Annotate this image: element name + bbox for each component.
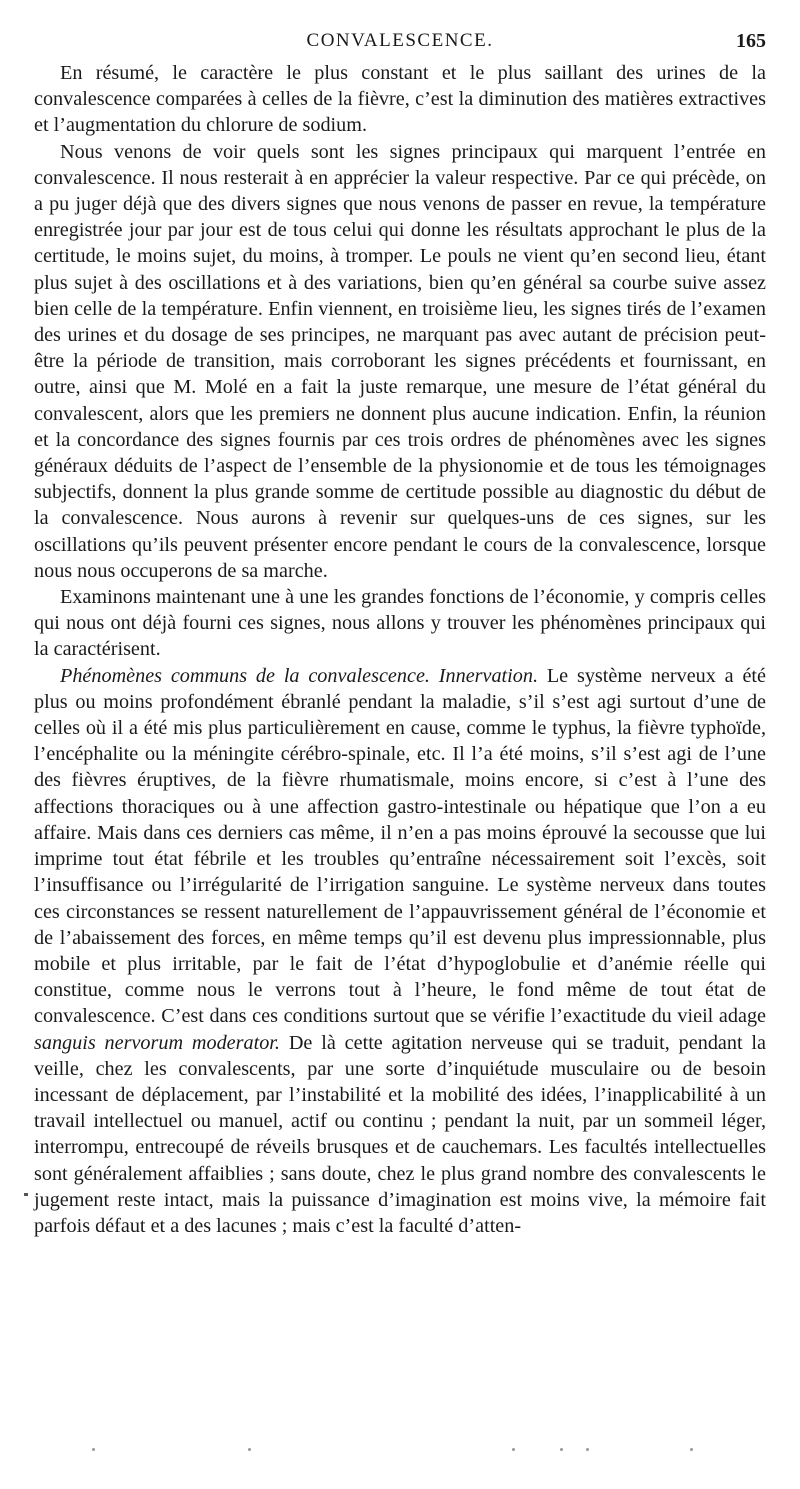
section-heading-innervation: Phénomènes communs de la convalescence. Innervation. <box>60 664 539 687</box>
paragraph-signs-value: Nous venons de voir quels sont les signes principaux qui marquent l’entrée en convalescence. Il nous resterait à en apprécier la valeur respective. Par ce qui précède, on a pu juger déjà que des divers signes que nous venons de passer en revue, la température enregistrée jour par jour est de tous celui qui donne les résultats approchant le plus de la certitude, le moins sujet, du moins, à tromper. Le pouls ne vient qu’en second lieu, étant plus sujet à des oscillations et à des variations, bien qu’en général sa courbe suive assez bien celle de la température. Enfin viennent, en troisième lieu, les signes tirés de l’examen des urines et du dosage de ses principes, ne marquant pas avec autant de précision peut-être la période de transition, mais corroborant les signes précédents et fournissant, en outre, ainsi que M. Molé en a fait la juste remarque, une mesure de l’état général du convalescent, alors que les premiers ne donnent plus aucune indication. Enfin, la réunion et la concordance des signes fournis par ces trois ordres de phénomènes avec les signes généraux déduits de l’aspect de l’ensemble de la physionomie et de tous les témoignages subjectifs, donnent la plus grande somme de certitude possible au diagnostic du début de la convalescence. Nous aurons à revenir sur quelques-uns de ces signes, sur les oscillations qu’ils peuvent présenter encore pendant le cours de la convalescence, lorsque nous nous occuperons de sa marche. <box>34 140 766 582</box>
page-number: 165 <box>736 30 766 52</box>
latin-adage: sanguis nervorum moderator. <box>34 1031 280 1054</box>
running-head <box>34 30 766 58</box>
running-title: CONVALESCENCE. <box>306 30 494 51</box>
margin-ink-mark <box>24 1193 28 1196</box>
paragraph-innervation <box>34 663 766 1239</box>
paragraph-summary-urines: En résumé, le caractère le plus constant et le plus saillant des urines de la convalescence comparées à celles de la fièvre, c’est la diminution des matières extractives et l’augmentation du chlorure de sodium. <box>34 62 766 137</box>
paragraph-great-functions: Examinons maintenant une à une les grandes fonctions de l’économie, y compris celles qui nous ont déjà fourni ces signes, nous allons y trouver les phénomènes principaux qui la caractérisent. <box>34 586 766 661</box>
innervation-text-part-1: Le système nerveux a été plus ou moins profondément ébranlé pendant la maladie, s’il s’est agi surtout d’une de celles où il a été mis plus particulièrement en cause, comme le typhus, la fièvre typhoïde, l’encéphalite ou la méningite cérébro-spinale, etc. Il l’a été moins, s’il s’est agi de l’une des fièvres éruptives, de la fièvre rhumatismale, moins encore, si c’est à l’une des affections thoraciques ou à une affection gastro-intestinale ou hépatique que l’on a eu affaire. Mais dans ces derniers cas même, il n’en a pas moins éprouvé la secousse que lui imprime tout état fébrile et les troubles qu’entraîne nécessairement soit l’excès, soit l’insuffisance ou l’irrégularité de l’irrigation sanguine. Le système nerveux dans toutes ces circonstances se ressent naturellement de l’appauvrissement général de l’économie et de l’abaissement des forces, en même temps qu’il est devenu plus impressionnable, plus mobile et plus irritable, par le fait de l’état d’hypoglobulie et d’anémie réelle qui constitue, comme nous le verrons tout à l’heure, le fond même de tout état de convalescence. C’est dans ces conditions surtout que se vérifie l’exactitude du vieil adage <box>34 664 766 1028</box>
body-text <box>34 60 766 1239</box>
scan-specks <box>0 1448 800 1458</box>
innervation-text-part-2: De là cette agitation nerveuse qui se traduit, pendant la veille, chez les convalescents, par une sorte d’inquiétude musculaire ou de besoin incessant de déplacement, par l’instabilité et la mobilité des idées, l’inapplicabilité à un travail intellectuel ou manuel, actif ou continu ; pendant la nuit, par un sommeil léger, interrompu, entrecoupé de réveils brusques et de cauchemars. Les facultés intellectuelles sont généralement affaiblies ; sans doute, chez le plus grand nombre des convalescents le jugement reste intact, mais la puissance d’imagination est moins vive, la mémoire fait parfois défaut et a des lacunes ; mais c’est la faculté d’atten- <box>34 1031 767 1237</box>
